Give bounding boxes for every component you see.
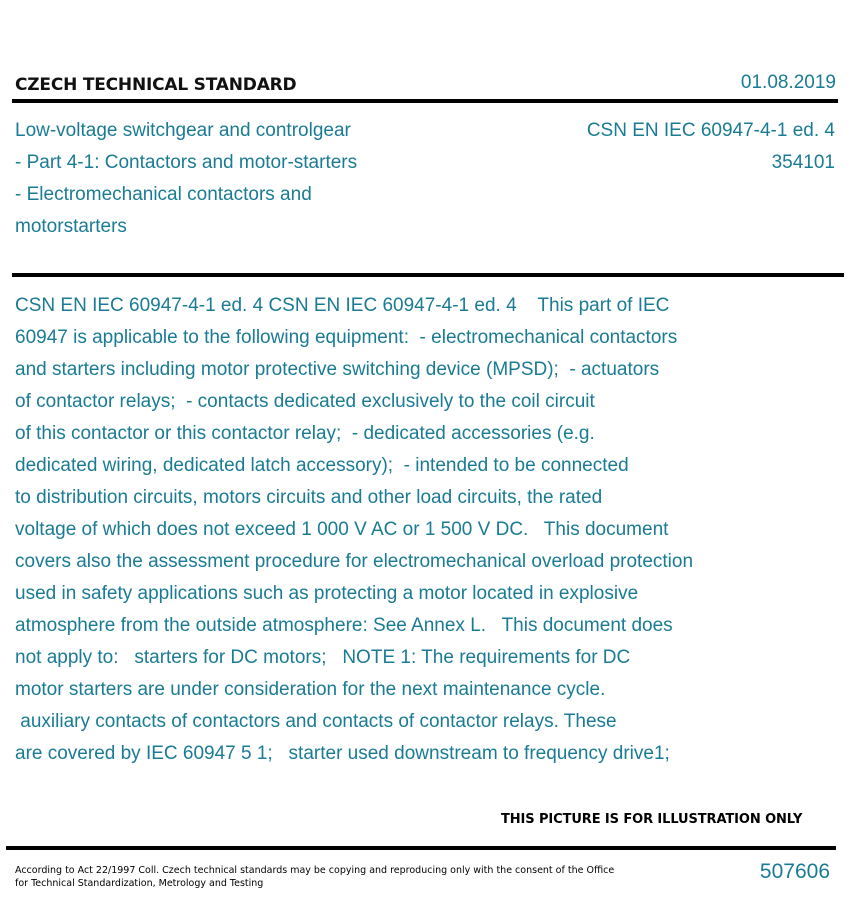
classification-code: 354101 <box>771 152 835 173</box>
title-line: - Part 4-1: Contactors and motor-starters <box>15 152 358 173</box>
abstract-line: used in safety applications such as protecting a motor located in explosive <box>15 583 639 604</box>
illustration-disclaimer: THIS PICTURE IS FOR ILLUSTRATION ONLY <box>501 812 803 827</box>
abstract-line: of contactor relays; - contacts dedicated exclusively to the coil circuit <box>15 391 595 412</box>
title-line: Low-voltage switchgear and controlgear <box>15 120 351 141</box>
abstract-line: motor starters are under consideration for the next maintenance cycle. <box>15 679 606 700</box>
standard-title <box>15 115 435 243</box>
abstract-text <box>15 290 845 770</box>
abstract-line: auxiliary contacts of contactors and contacts of contactor relays. These <box>15 711 617 732</box>
header-divider <box>12 99 838 103</box>
legal-notice-line: According to Act 22/1997 Coll. Czech technical standards may be copying and reproducing only with the consent of the Office <box>15 865 615 876</box>
standard-identifier <box>587 115 835 179</box>
legal-notice <box>15 864 614 890</box>
publication-date: 01.08.2019 <box>740 72 836 93</box>
abstract-line: are covered by IEC 60947 5 1; starter used downstream to frequency drive1; <box>15 743 670 764</box>
document-type-label: CZECH TECHNICAL STANDARD <box>15 75 297 95</box>
footer-divider <box>6 846 836 850</box>
standard-designation: CSN EN IEC 60947-4-1 ed. 4 <box>586 120 835 141</box>
abstract-line: of this contactor or this contactor relay; - dedicated accessories (e.g. <box>15 423 595 444</box>
abstract-line: to distribution circuits, motors circuits and other load circuits, the rated <box>15 487 603 508</box>
title-line: motorstarters <box>15 216 127 237</box>
abstract-line: and starters including motor protective switching device (MPSD); - actuators <box>15 359 660 380</box>
abstract-line: covers also the assessment procedure for electromechanical overload protection <box>15 551 694 572</box>
abstract-line: not apply to: starters for DC motors; NOTE 1: The requirements for DC <box>15 647 631 668</box>
abstract-line: 60947 is applicable to the following equipment: - electromechanical contactors <box>15 327 678 348</box>
title-line: - Electromechanical contactors and <box>15 184 312 205</box>
legal-notice-line: for Technical Standardization, Metrology and Testing <box>15 878 264 889</box>
abstract-line: dedicated wiring, dedicated latch accessory); - intended to be connected <box>15 455 629 476</box>
abstract-line: CSN EN IEC 60947-4-1 ed. 4 CSN EN IEC 60947-4-1 ed. 4 This part of IEC <box>15 295 670 316</box>
abstract-line: atmosphere from the outside atmosphere: See Annex L. This document does <box>15 615 673 636</box>
abstract-line: voltage of which does not exceed 1 000 V AC or 1 500 V DC. This document <box>15 519 669 540</box>
title-divider <box>12 273 844 277</box>
catalog-number: 507606 <box>759 860 830 883</box>
